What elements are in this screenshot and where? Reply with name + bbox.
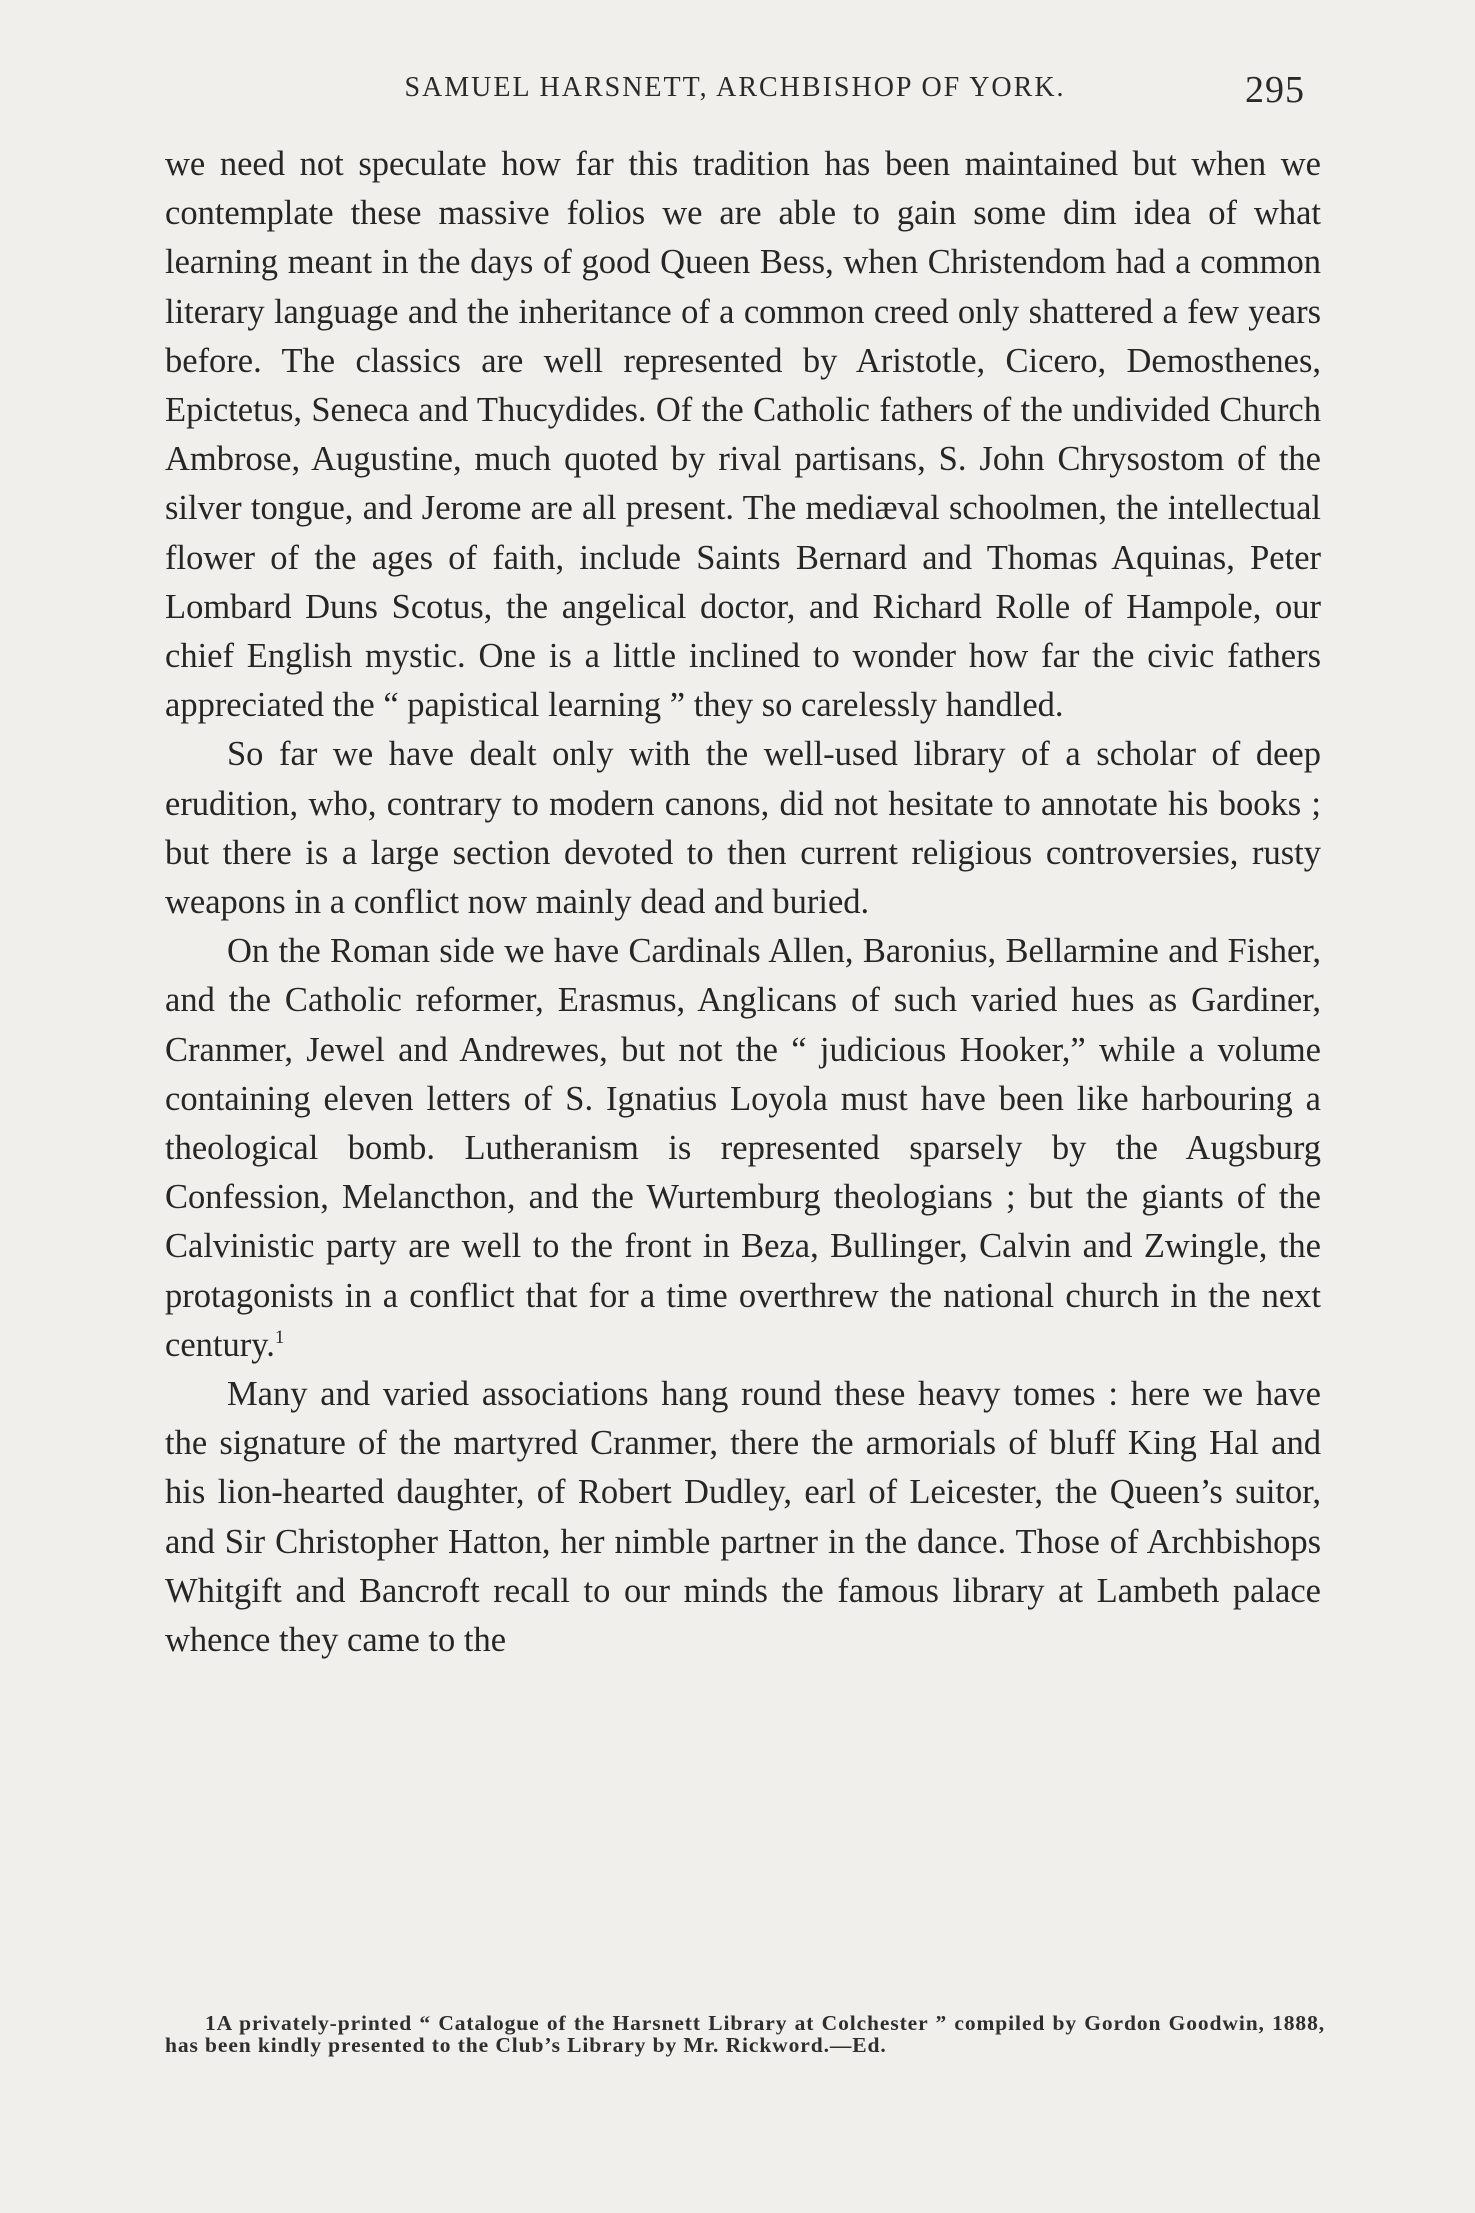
body-text: [165, 140, 1321, 1665]
footnote-reference: 1: [274, 1326, 285, 1348]
running-title: SAMUEL HARSNETT, ARCHBISHOP OF YORK.: [404, 72, 1066, 103]
footnote-text: A privately-printed “ Catalogue of the Harsnett Library at Colchester ” compiled by Gordon Goodwin, 1888, has been kindly presented to the Club’s Library by Mr. Rickword.—Ed.: [165, 2011, 1325, 2057]
page-number: 295: [1245, 69, 1305, 111]
paragraph-controversies-text: On the Roman side we have Cardinals Allen, Baronius, Bellarmine and Fisher, and the Catholic reformer, Erasmus, Anglicans of such varied hues as Gardiner, Cranmer, Jewel and Andrewes, but not the “ judicious Hooker,” while a volume containing eleven letters of S. Ignatius Loyola must have been like harbouring a theological bomb. Lutheranism is represented sparsely by the Augsburg Confession, Melancthon, and the Wurtemburg theologians ; but the giants of the Calvinistic party are well to the front in Beza, Bullinger, Calvin and Zwingle, the protagonists in a conflict that for a time overthrew the national church in the next century.: [165, 932, 1321, 1364]
paragraph-continued: we need not speculate how far this tradition has been maintained but when we contemplate these massive folios we are able to gain some dim idea of what learning meant in the days of good Queen Bess, when Christendom had a common literary language and the inheritance of a common creed only shattered a few years before. The classics are well represented by Aristotle, Cicero, Demosthenes, Epictetus, Seneca and Thucydides. Of the Catholic fathers of the undivided Church Ambrose, Augustine, much quoted by rival partisans, S. John Chrysostom of the silver tongue, and Jerome are all present. The mediæval schoolmen, the intellectual flower of the ages of faith, include Saints Bernard and Thomas Aquinas, Peter Lombard Duns Scotus, the angelical doctor, and Richard Rolle of Hampole, our chief English mystic. One is a little inclined to wonder how far the civic fathers appreciated the “ papistical learning ” they so carelessly handled.: [165, 145, 1321, 725]
paragraph-controversies: [165, 927, 1321, 1370]
paragraph-associations: Many and varied associations hang round these heavy tomes : here we have the signature of the martyred Cranmer, there the armorials of bluff King Hal and his lion-hearted daughter, of Robert Dudley, earl of Leicester, the Queen’s suitor, and Sir Christopher Hatton, her nimble partner in the dance. Those of Archbishops Whitgift and Bancroft recall to our minds the famous library at Lambeth palace whence they came to the: [165, 1375, 1321, 1660]
footnote-marker: 1: [205, 2011, 217, 2035]
paragraph-library-scope: So far we have dealt only with the well-used library of a scholar of deep erudition, who, contrary to modern canons, did not hesitate to annotate his books ; but there is a large section devoted to then current religious controversies, rusty weapons in a conflict now mainly dead and buried.: [165, 735, 1321, 922]
footnote: [165, 2012, 1325, 2056]
running-head: [165, 68, 1305, 114]
